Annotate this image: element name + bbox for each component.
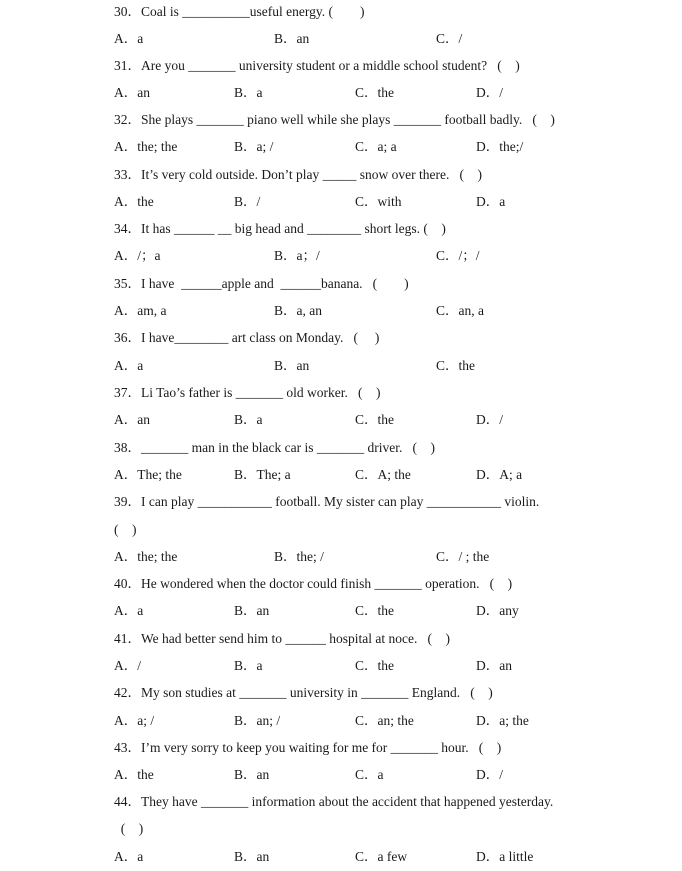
option-c: C．/ <box>436 31 463 46</box>
question-38 <box>114 438 662 458</box>
options-39 <box>114 547 662 567</box>
option-d: D．/ <box>476 767 503 782</box>
option-c: C．the <box>355 603 394 618</box>
option-b: B．the; / <box>274 549 324 564</box>
answer-bracket: ( ) <box>114 821 144 836</box>
options-32 <box>114 137 662 157</box>
options-37 <box>114 410 662 430</box>
option-d: D．the;/ <box>476 139 524 154</box>
option-a: A．the <box>114 767 154 782</box>
options-42 <box>114 711 662 731</box>
question-stem: 35．I have ______apple and ______banana. ( ) <box>114 276 409 291</box>
option-d: D．a <box>476 194 506 209</box>
option-a: A．the; the <box>114 139 178 154</box>
option-d: D．a little <box>476 849 534 864</box>
option-c: C．the <box>355 85 394 100</box>
question-stem: 44．They have _______ information about the accident that happened yesterday. <box>114 794 554 809</box>
question-30 <box>114 2 662 22</box>
option-b: B．a; / <box>234 139 274 154</box>
option-a: A．an <box>114 85 150 100</box>
options-33 <box>114 192 662 212</box>
question-34 <box>114 219 662 239</box>
options-38 <box>114 465 662 485</box>
question-stem: 30．Coal is __________useful energy. ( ) <box>114 4 365 19</box>
option-c: C．a; a <box>355 139 397 154</box>
option-b: B．The; a <box>234 467 291 482</box>
option-c: C．the <box>436 358 475 373</box>
option-b: B．an <box>234 603 270 618</box>
option-a: A．am, a <box>114 303 167 318</box>
option-c: C．A; the <box>355 467 411 482</box>
options-40 <box>114 601 662 621</box>
options-43 <box>114 765 662 785</box>
question-stem: 33．It’s very cold outside. Don’t play _____ snow over there. ( ) <box>114 167 482 182</box>
option-b: B．an <box>234 767 270 782</box>
question-stem: 32．She plays _______ piano well while she plays _______ football badly. ( ) <box>114 112 555 127</box>
question-32 <box>114 110 662 130</box>
option-c: C．/；/ <box>436 248 480 263</box>
question-stem: 41．We had better send him to ______ hospital at noce. ( ) <box>114 631 450 646</box>
question-stem: 39．I can play ___________ football. My sister can play ___________ violin. <box>114 494 540 509</box>
option-c: C．a <box>355 767 384 782</box>
question-stem: 40．He wondered when the doctor could finish _______ operation. ( ) <box>114 576 513 591</box>
option-a: A．a <box>114 603 144 618</box>
option-b: B．a <box>234 85 263 100</box>
question-31 <box>114 56 662 76</box>
option-a: A．a <box>114 31 144 46</box>
option-a: A．The; the <box>114 467 182 482</box>
question-stem: 38．_______ man in the black car is _______ driver. ( ) <box>114 440 435 455</box>
option-b: B．a <box>234 658 263 673</box>
option-c: C．an; the <box>355 713 414 728</box>
option-d: D．/ <box>476 412 503 427</box>
option-a: A．a <box>114 358 144 373</box>
option-b: B．/ <box>234 194 261 209</box>
question-stem: 43．I’m very sorry to keep you waiting for me for _______ hour. ( ) <box>114 740 502 755</box>
question-35 <box>114 274 662 294</box>
options-44 <box>114 847 662 867</box>
option-c: C．the <box>355 658 394 673</box>
option-c: C．/ ; the <box>436 549 490 564</box>
question-stem: 34．It has ______ __ big head and ________ short legs. ( ) <box>114 221 446 236</box>
option-a: A．the; the <box>114 549 178 564</box>
question-37 <box>114 383 662 403</box>
option-d: D．any <box>476 603 519 618</box>
option-d: D．A; a <box>476 467 523 482</box>
question-33 <box>114 165 662 185</box>
option-a: A．a <box>114 849 144 864</box>
question-44-bracket <box>114 819 662 839</box>
option-a: A．/；a <box>114 248 161 263</box>
option-c: C．the <box>355 412 394 427</box>
question-42 <box>114 683 662 703</box>
answer-bracket: ( ) <box>114 522 137 537</box>
option-c: C．a few <box>355 849 408 864</box>
option-b: B．an <box>234 849 270 864</box>
option-a: A．the <box>114 194 154 209</box>
options-35 <box>114 301 662 321</box>
option-d: D．/ <box>476 85 503 100</box>
option-c: C．with <box>355 194 402 209</box>
option-b: B．a；/ <box>274 248 320 263</box>
options-34 <box>114 246 662 266</box>
option-d: D．a; the <box>476 713 529 728</box>
option-a: A．a; / <box>114 713 155 728</box>
option-a: A．/ <box>114 658 141 673</box>
options-31 <box>114 83 662 103</box>
option-d: D．an <box>476 658 512 673</box>
option-b: B．an <box>274 358 310 373</box>
question-stem: 36．I have________ art class on Monday. ( ) <box>114 330 380 345</box>
question-36 <box>114 328 662 348</box>
options-30 <box>114 29 662 49</box>
option-b: B．an; / <box>234 713 281 728</box>
question-39 <box>114 492 662 512</box>
option-b: B．a, an <box>274 303 322 318</box>
question-stem: 31．Are you _______ university student or a middle school student? ( ) <box>114 58 520 73</box>
question-stem: 37．Li Tao’s father is _______ old worker. ( ) <box>114 385 381 400</box>
question-44 <box>114 792 662 812</box>
option-a: A．an <box>114 412 150 427</box>
question-41 <box>114 629 662 649</box>
question-39-bracket <box>114 520 662 540</box>
question-43 <box>114 738 662 758</box>
option-c: C．an, a <box>436 303 484 318</box>
question-40 <box>114 574 662 594</box>
options-41 <box>114 656 662 676</box>
question-stem: 42．My son studies at _______ university in _______ England. ( ) <box>114 685 493 700</box>
option-b: B．a <box>234 412 263 427</box>
options-36 <box>114 356 662 376</box>
option-b: B．an <box>274 31 310 46</box>
